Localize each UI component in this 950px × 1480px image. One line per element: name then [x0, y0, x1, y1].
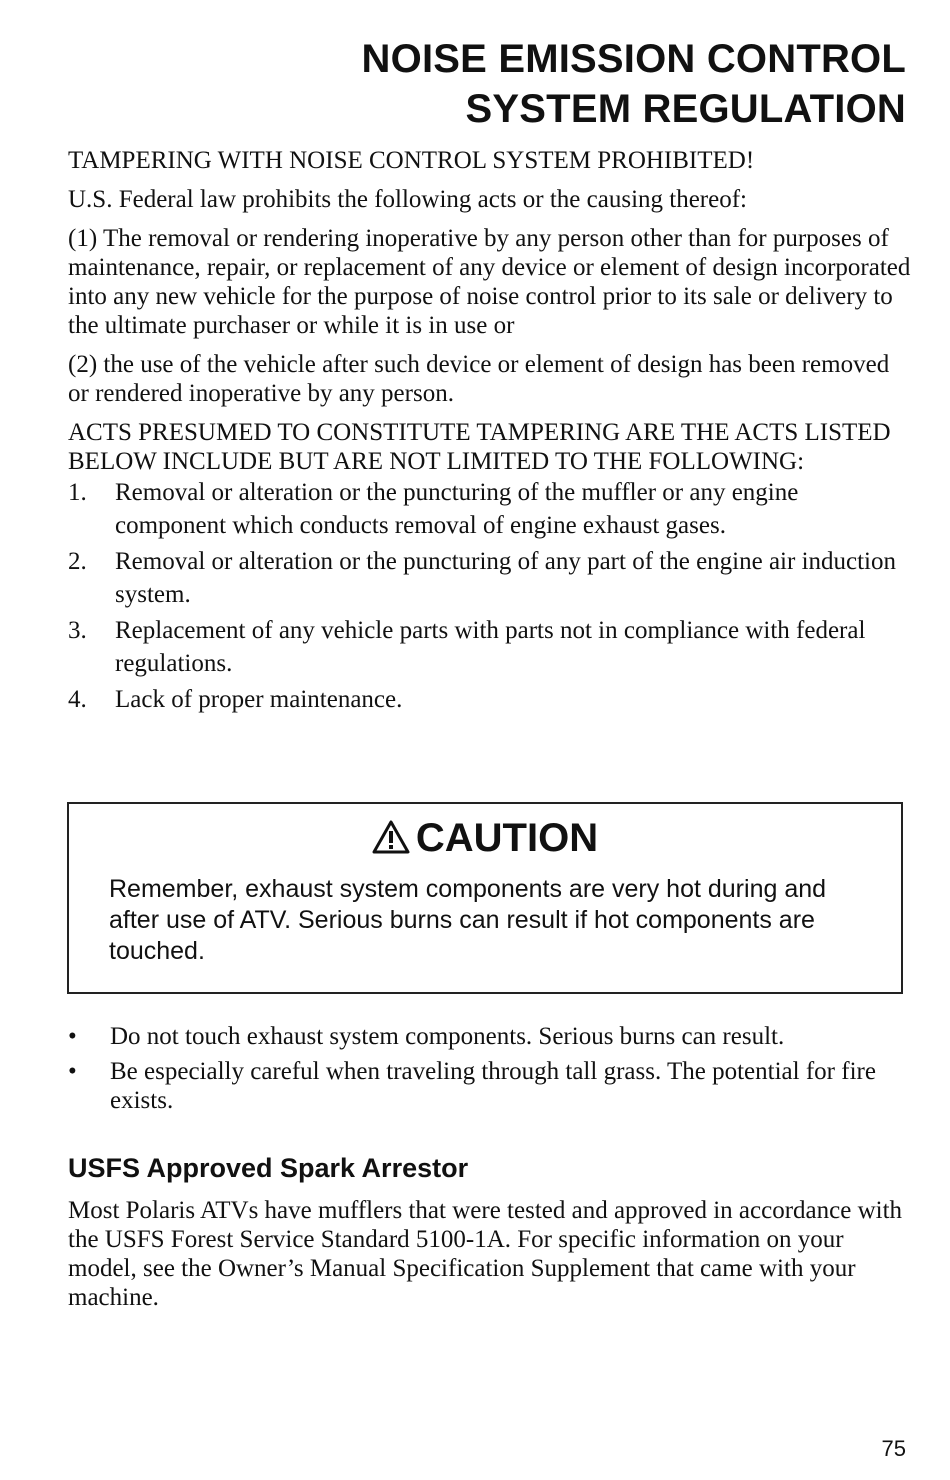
safety-bullets — [68, 1022, 912, 1121]
list-item-text: Replacement of any vehicle parts with parts not in compliance with federal regulations. — [115, 617, 866, 677]
regulation-body — [68, 146, 912, 721]
list-item-text: Lack of proper maintenance. — [115, 686, 403, 713]
list-item — [68, 685, 912, 716]
warning-triangle-icon — [372, 817, 410, 865]
list-item-number: 1. — [68, 479, 87, 506]
list-item — [68, 478, 912, 542]
list-item — [68, 547, 912, 611]
caution-heading-row — [69, 814, 901, 865]
page-number: 75 — [881, 1436, 906, 1461]
list-item-text: Removal or alteration or the puncturing of any part of the engine air induction system. — [115, 548, 897, 608]
caution-text: Remember, exhaust system components are very hot during and after use of ATV. Serious burns can result if hot components are touched. — [109, 875, 827, 965]
title-line-1: NOISE EMISSION CONTROL — [361, 37, 906, 81]
prohibition-heading: TAMPERING WITH NOISE CONTROL SYSTEM PROHIBITED! — [68, 147, 755, 174]
spark-arrestor-text: Most Polaris ATVs have mufflers that were tested and approved in accordance with the USFS Forest Service Standard 5100-1A. For specific information on your model, see the Owner’s Manual Specification Supplement that came with your machine. — [68, 1197, 903, 1311]
bullet-text: Do not touch exhaust system components. Serious burns can result. — [110, 1023, 785, 1050]
spark-arrestor-heading: USFS Approved Spark Arrestor — [68, 1153, 469, 1183]
title-line-2: SYSTEM REGULATION — [465, 87, 906, 131]
caution-heading: CAUTION — [415, 816, 599, 860]
list-item-number: 3. — [68, 617, 87, 644]
clause-1: (1) The removal or rendering inoperative by any person other than for purposes of maintenance, repair, or replacement of any device or element of design incorporated into any new vehicle for the purpose of noise control prior to its sale or delivery to the ultimate purchaser or while it is in use or — [68, 225, 911, 339]
list-item-number: 2. — [68, 548, 87, 575]
tampering-acts-heading: ACTS PRESUMED TO CONSTITUTE TAMPERING ARE THE ACTS LISTED BELOW INCLUDE BUT ARE NOT LIMITED TO THE FOLLOWING: — [68, 419, 891, 475]
list-item-number: 4. — [68, 686, 87, 713]
list-item — [68, 1022, 912, 1051]
bullet-symbol: • — [68, 1023, 77, 1050]
list-item — [68, 616, 912, 680]
list-item-text: Removal or alteration or the puncturing of the muffler or any engine component which conducts removal of engine exhaust gases. — [115, 479, 799, 539]
caution-box — [67, 802, 903, 994]
list-item — [68, 1057, 912, 1115]
bullet-text: Be especially careful when traveling through tall grass. The potential for fire exists. — [110, 1058, 876, 1114]
federal-law-intro: U.S. Federal law prohibits the following acts or the causing thereof: — [68, 186, 748, 213]
page-title — [362, 34, 906, 134]
clause-2: (2) the use of the vehicle after such device or element of design has been removed or rendered inoperative by any person. — [68, 351, 890, 407]
tampering-acts-list — [68, 478, 912, 716]
bullet-symbol: • — [68, 1058, 77, 1085]
